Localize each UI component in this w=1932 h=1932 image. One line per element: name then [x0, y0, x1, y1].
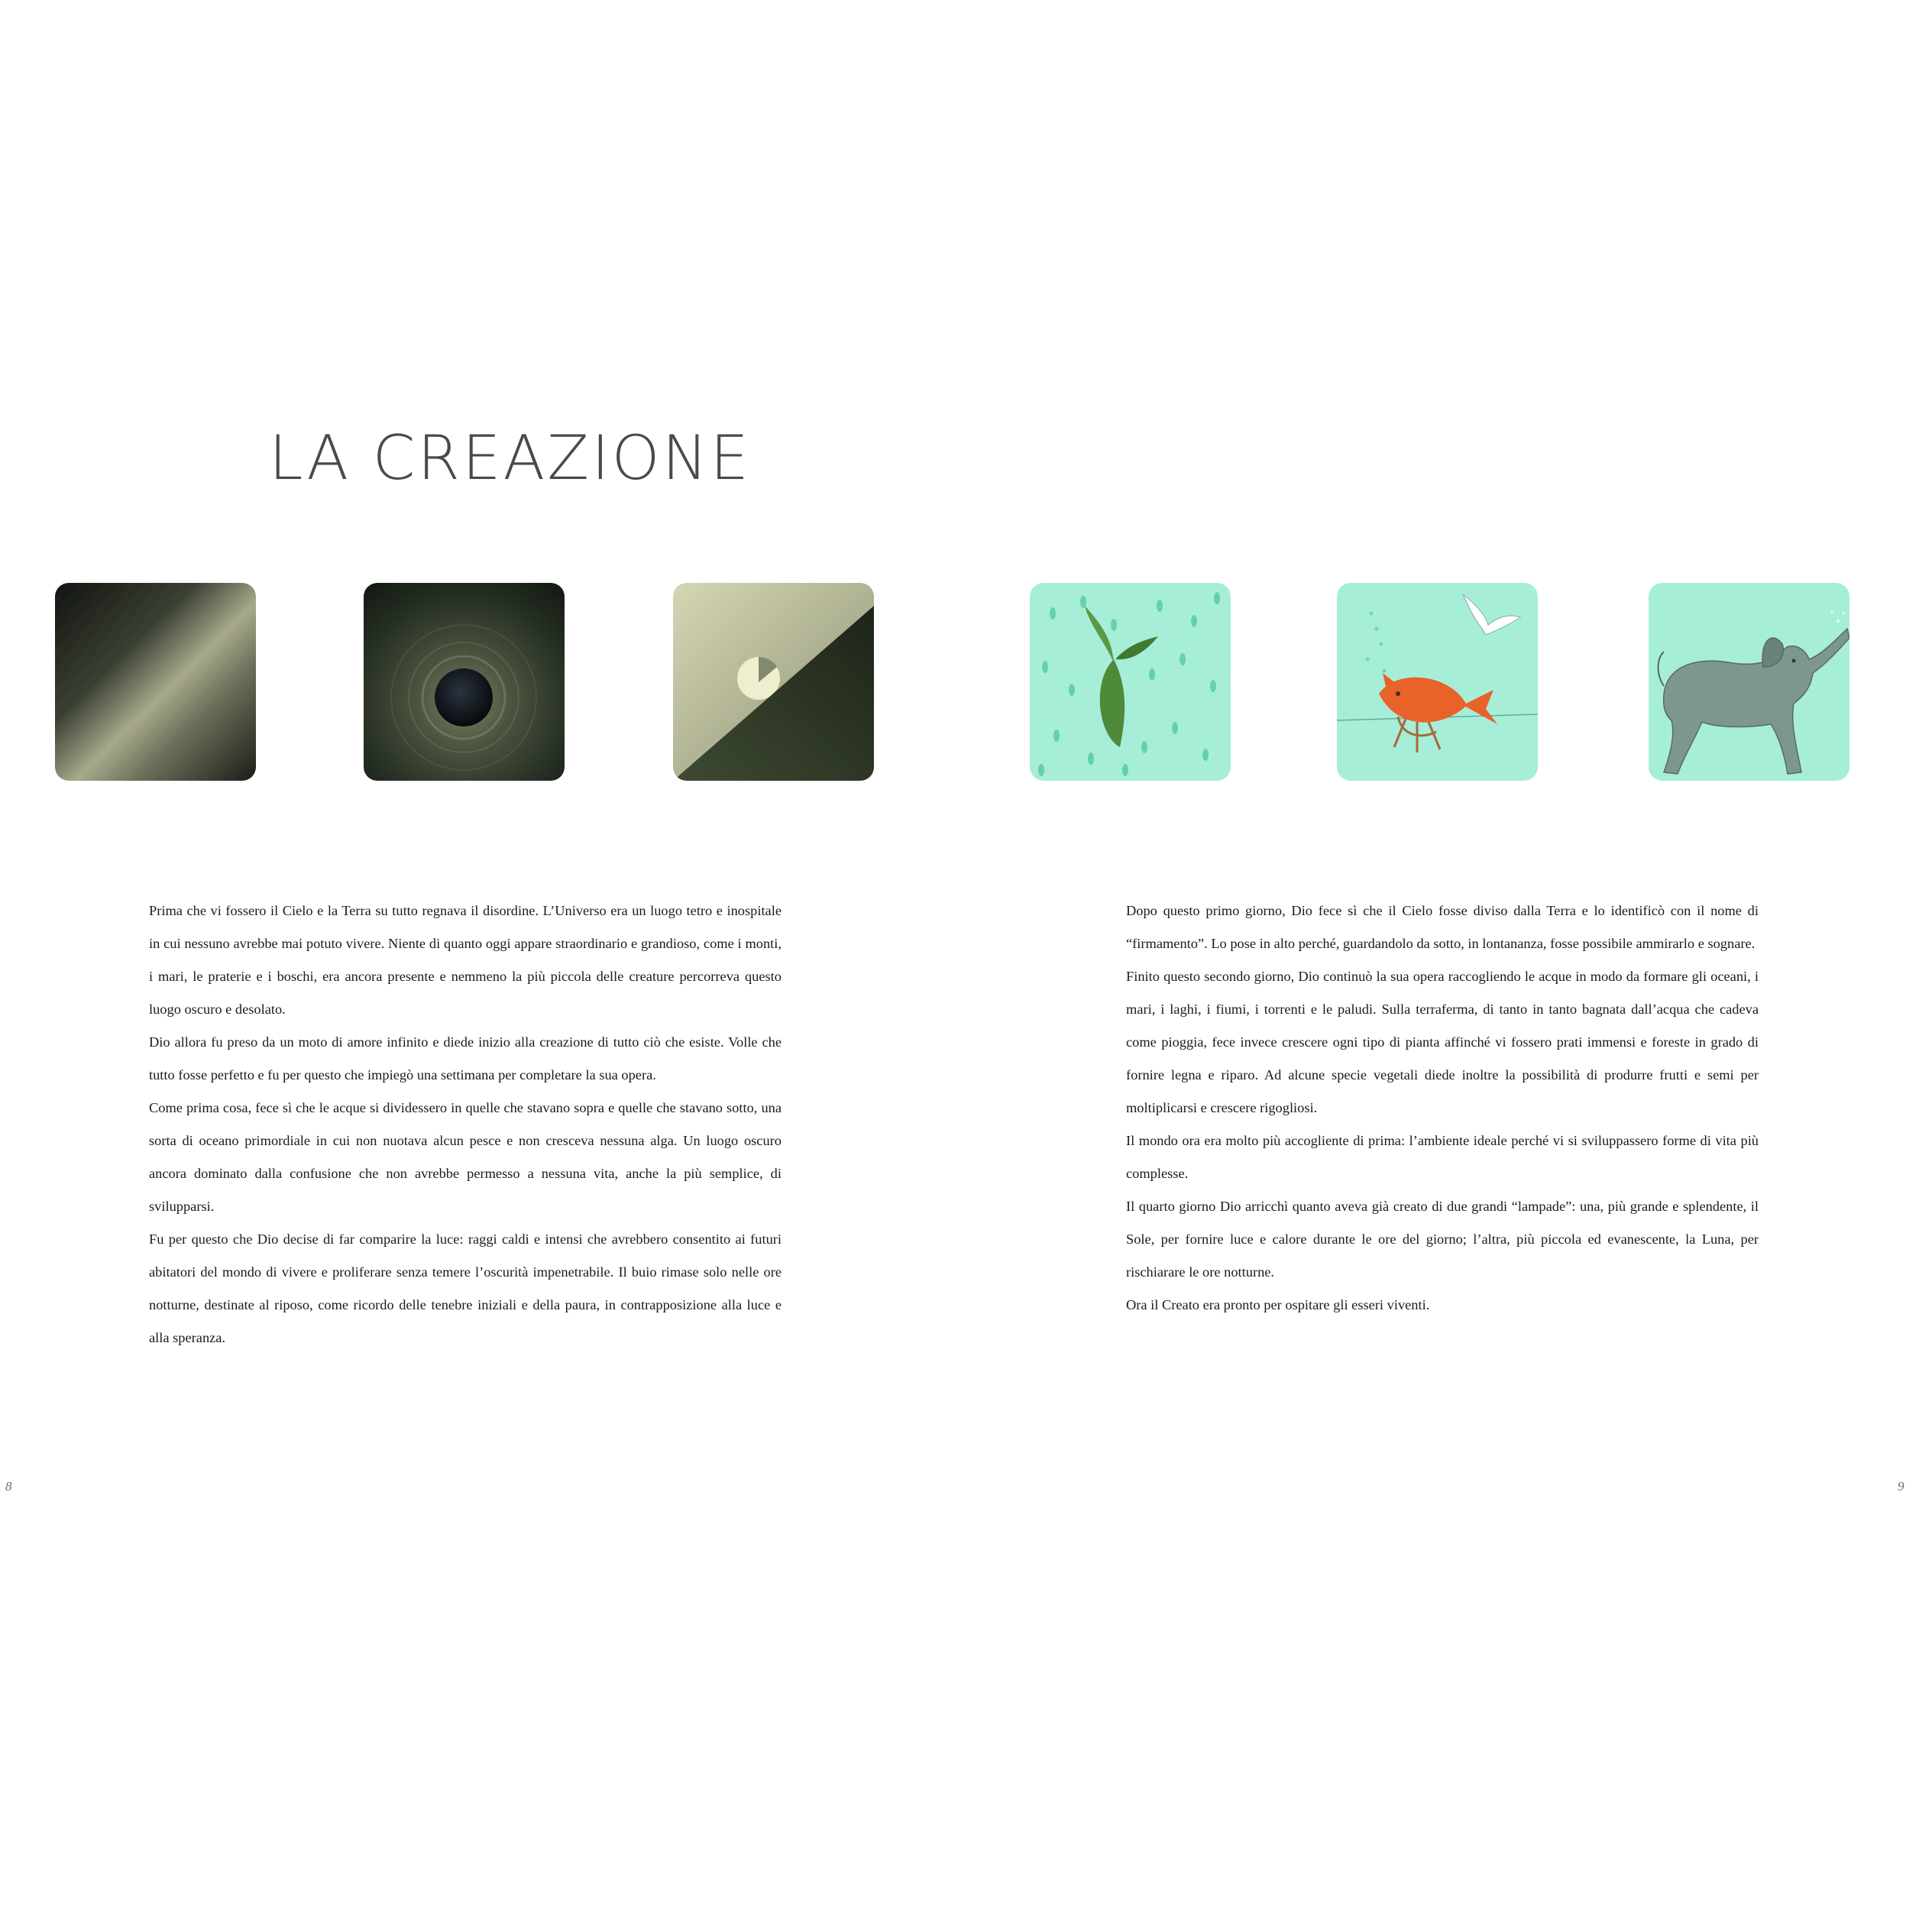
paragraph: Finito questo secondo giorno, Dio continuò la sua opera raccogliendo le acque in modo da formare gli oceani, i mari, i laghi, i fiumi, i torrenti e le paludi. Sulla terraferma, di tanto in tanto bagnata dall’acqua che cadeva come pioggia, fece invece crescere ogni tipo di pianta affinché vi fossero prati immensi e foreste in grado di fornire legna e riparo. Ad alcune specie vegetali diede inoltre la possibilità di produrre frutti e semi per moltiplicarsi e crescere rigogliosi. [1126, 969, 1759, 1115]
right-page-text [1126, 895, 1759, 1322]
paragraph: Dopo questo primo giorno, Dio fece sì che il Cielo fosse diviso dalla Terra e lo identificò con il nome di “firmamento”. Lo pose in alto perché, guardandolo da sotto, in lontananza, fosse possibile ammirarlo e sognare. [1126, 903, 1759, 951]
left-page-text [149, 895, 782, 1354]
paragraph: Ora il Creato era pronto per ospitare gli esseri viventi. [1126, 1297, 1430, 1312]
paragraph: Il quarto giorno Dio arricchì quanto aveva già creato di due grandi “lampade”: una, più grande e splendente, il Sole, per fornire luce e calore durante le ore del giorno; l’altra, più piccola ed evanescente, la Luna, per rischiarare le ore notturne. [1126, 1199, 1759, 1280]
page-number-right: 9 [1898, 1479, 1904, 1493]
elephant-illustration [1649, 583, 1849, 781]
sprout-rain-illustration [1030, 583, 1231, 781]
darkness-illustration [55, 583, 256, 781]
page-title: LA CREAZIONE [269, 422, 752, 494]
fish-bird-illustration [1337, 583, 1538, 781]
paragraph: Il mondo ora era molto più accogliente di prima: l’ambiente ideale perché vi si sviluppassero forme di vita più complesse. [1126, 1133, 1759, 1181]
dark-sphere-illustration [364, 583, 565, 781]
paragraph: Dio allora fu preso da un moto di amore infinito e diede inizio alla creazione di tutto ciò che esiste. Volle che tutto fosse perfetto e fu per questo che impiegò una settimana per completare la sua opera. [149, 1034, 782, 1083]
paragraph: Fu per questo che Dio decise di far comparire la luce: raggi caldi e intensi che avrebbero consentito ai futuri abitatori del mondo di vivere e proliferare senza temere l’oscurità impenetrabile. Il buio rimase solo nelle ore notturne, destinate al riposo, come ricordo delle tenebre iniziali e della paura, in contrapposizione alla luce e alla speranza. [149, 1231, 782, 1345]
paragraph: Prima che vi fossero il Cielo e la Terra su tutto regnava il disordine. L’Universo era un luogo tetro e inospitale in cui nessuno avrebbe mai potuto vivere. Niente di quanto oggi appare straordinario e grandioso, come i monti, i mari, le praterie e i boschi, era ancora presente e nemmeno la più piccola delle creature percorreva questo luogo oscuro e desolato. [149, 903, 782, 1017]
paragraph: Come prima cosa, fece sì che le acque si dividessero in quelle che stavano sopra e quelle che stavano sotto, una sorta di oceano primordiale in cui non nuotava alcun pesce e non cresceva nessuna alga. Un luogo oscuro ancora dominato dalla confusione che non avrebbe permesso a nessuna vita, anche la più semplice, di svilupparsi. [149, 1100, 782, 1214]
page-number-left: 8 [5, 1479, 12, 1493]
moon-light-illustration [673, 583, 874, 781]
